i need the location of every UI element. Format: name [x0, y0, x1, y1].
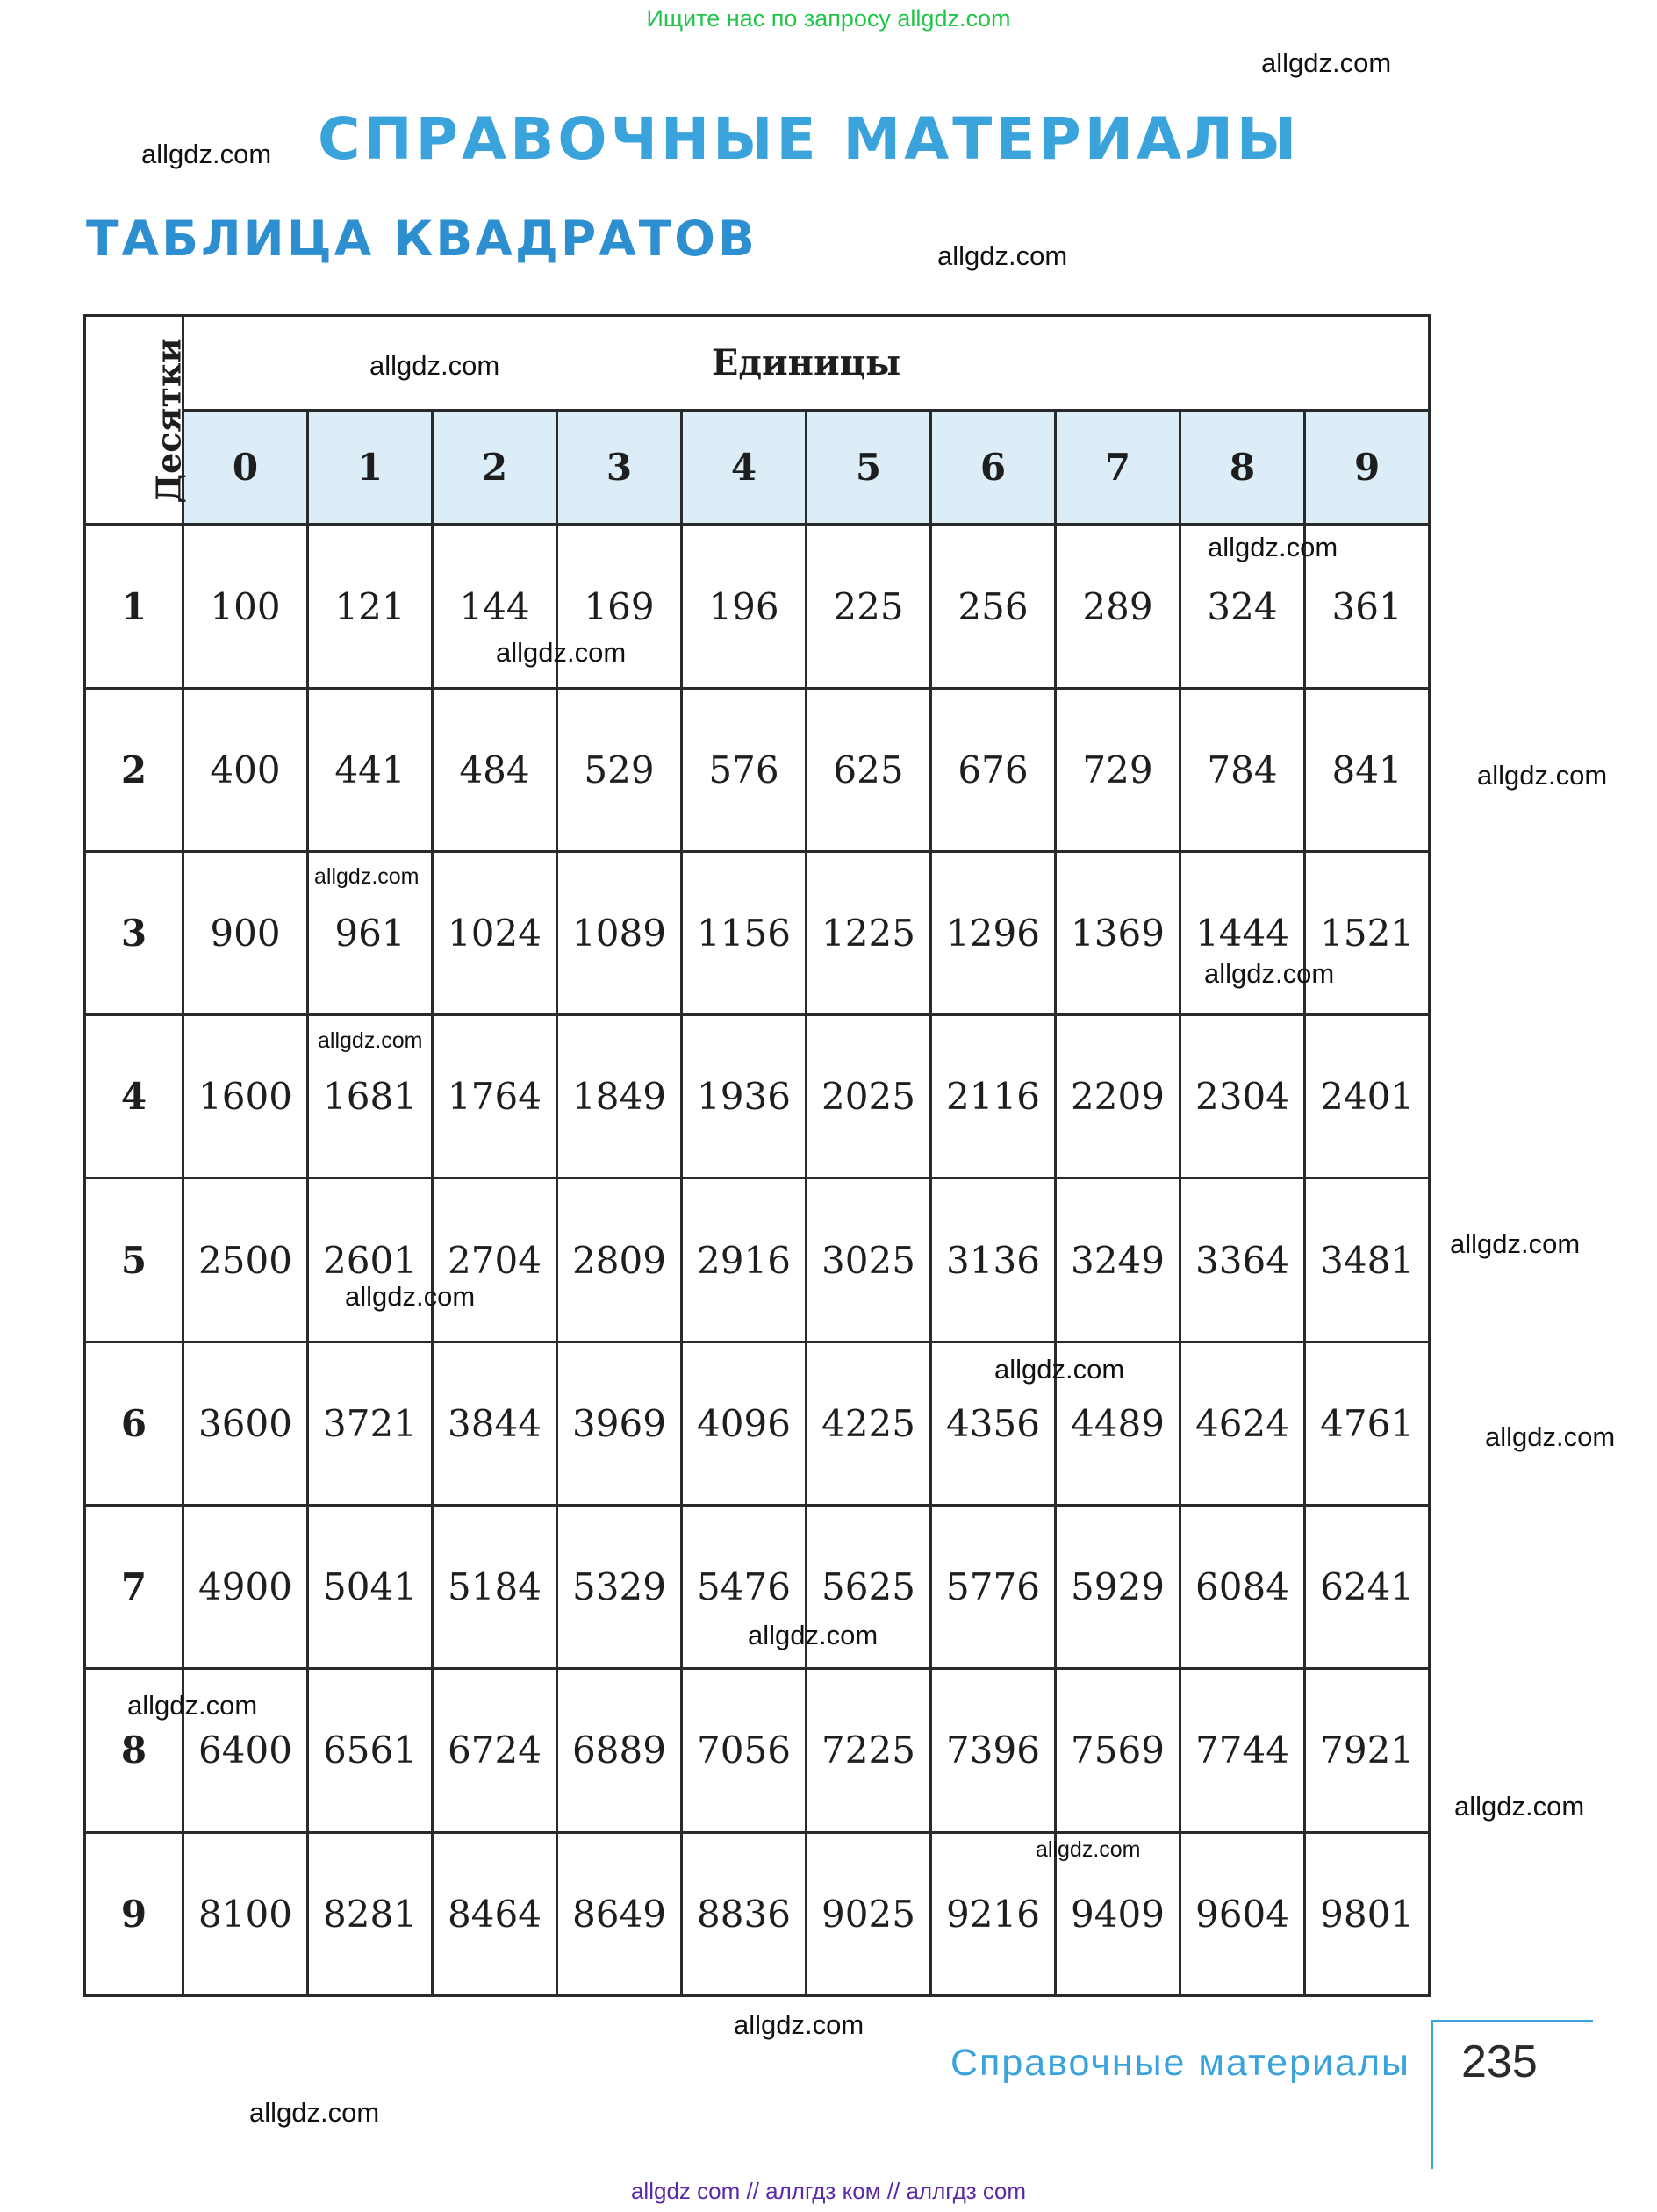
tens-digit-cell: 3 — [85, 851, 183, 1014]
square-value-cell: 7225 — [807, 1669, 931, 1832]
square-value-cell: 100 — [183, 525, 308, 688]
unit-digit-header: 7 — [1056, 411, 1180, 525]
units-header: Единицы — [183, 316, 1430, 411]
square-value-cell: 3969 — [557, 1342, 682, 1505]
square-value-cell: 2809 — [557, 1178, 682, 1342]
watermark: allgdz.com — [1036, 1837, 1141, 1862]
square-value-cell: 7744 — [1180, 1669, 1305, 1832]
square-value-cell: 2401 — [1305, 1015, 1430, 1178]
square-value-cell: 1681 — [308, 1015, 433, 1178]
unit-digit-header: 4 — [682, 411, 807, 525]
top-banner[interactable]: Ищите нас по запросу allgdz.com — [646, 5, 1011, 32]
square-value-cell: 6084 — [1180, 1506, 1305, 1669]
square-value-cell: 3844 — [433, 1342, 557, 1505]
square-value-cell: 6889 — [557, 1669, 682, 1832]
watermark: allgdz.com — [345, 1281, 476, 1312]
tens-header — [85, 316, 189, 525]
bottom-banner[interactable]: allgdz com // аллгдз ком // аллгдз com — [630, 2178, 1027, 2204]
square-value-cell: 3721 — [308, 1342, 433, 1505]
square-value-cell: 4096 — [682, 1342, 807, 1505]
square-value-cell: 400 — [183, 688, 308, 851]
square-value-cell: 2209 — [1056, 1015, 1180, 1178]
square-value-cell: 4489 — [1056, 1342, 1180, 1505]
square-value-cell: 1296 — [931, 851, 1056, 1014]
table-row — [85, 1832, 1430, 1995]
watermark: allgdz.com — [1450, 1228, 1581, 1259]
watermark: allgdz.com — [1485, 1421, 1616, 1452]
square-value-cell: 729 — [1056, 688, 1180, 851]
square-value-cell: 4761 — [1305, 1342, 1430, 1505]
square-value-cell: 2601 — [308, 1178, 433, 1342]
square-value-cell: 4900 — [183, 1506, 308, 1669]
square-value-cell: 1369 — [1056, 851, 1180, 1014]
square-value-cell: 9409 — [1056, 1832, 1180, 1995]
square-value-cell: 6561 — [308, 1669, 433, 1832]
square-value-cell: 2916 — [682, 1178, 807, 1342]
square-value-cell: 1936 — [682, 1015, 807, 1178]
square-value-cell: 6241 — [1305, 1506, 1430, 1669]
square-value-cell: 1849 — [557, 1015, 682, 1178]
tens-digit-cell: 6 — [85, 1342, 183, 1505]
tens-label: Десятки — [148, 338, 189, 504]
square-value-cell: 8464 — [433, 1832, 557, 1995]
unit-digit-header: 0 — [183, 411, 308, 525]
square-value-cell: 1225 — [807, 851, 931, 1014]
unit-digit-header: 6 — [931, 411, 1056, 525]
watermark: allgdz.com — [127, 1690, 258, 1721]
watermark: allgdz.com — [994, 1354, 1125, 1385]
watermark: allgdz.com — [1204, 958, 1335, 989]
square-value-cell: 225 — [807, 525, 931, 688]
square-value-cell: 121 — [308, 525, 433, 688]
square-value-cell: 625 — [807, 688, 931, 851]
square-value-cell: 3481 — [1305, 1178, 1430, 1342]
tens-digit-cell: 5 — [85, 1178, 183, 1342]
footer-section-label: Справочные материалы — [950, 2042, 1410, 2084]
table-row — [85, 1178, 1430, 1342]
watermark: allgdz.com — [249, 2097, 380, 2128]
tens-digit-cell: 7 — [85, 1506, 183, 1669]
tens-digit-cell: 8 — [85, 1669, 183, 1832]
square-value-cell: 4624 — [1180, 1342, 1305, 1505]
square-value-cell: 529 — [557, 688, 682, 851]
square-value-cell: 2025 — [807, 1015, 931, 1178]
watermark: allgdz.com — [1208, 532, 1338, 562]
watermark: allgdz.com — [937, 240, 1068, 271]
square-value-cell: 196 — [682, 525, 807, 688]
square-value-cell: 324 — [1180, 525, 1305, 688]
main-title: СПРАВОЧНЫЕ МАТЕРИАЛЫ — [318, 105, 1301, 173]
watermark: allgdz.com — [734, 2009, 864, 2040]
square-value-cell: 5184 — [433, 1506, 557, 1669]
unit-digit-header: 8 — [1180, 411, 1305, 525]
square-value-cell: 7056 — [682, 1669, 807, 1832]
table-row — [85, 688, 1430, 851]
square-value-cell: 5625 — [807, 1506, 931, 1669]
square-value-cell: 7921 — [1305, 1669, 1430, 1832]
square-value-cell: 784 — [1180, 688, 1305, 851]
square-value-cell: 2500 — [183, 1178, 308, 1342]
square-value-cell: 1444 — [1180, 851, 1305, 1014]
watermark: allgdz.com — [1477, 760, 1608, 791]
square-value-cell: 1521 — [1305, 851, 1430, 1014]
square-value-cell: 3364 — [1180, 1178, 1305, 1342]
square-value-cell: 1156 — [682, 851, 807, 1014]
square-value-cell: 3249 — [1056, 1178, 1180, 1342]
square-value-cell: 5929 — [1056, 1506, 1180, 1669]
footer-frame-line — [1431, 2020, 1593, 2022]
table-row — [85, 1669, 1430, 1832]
square-value-cell: 4356 — [931, 1342, 1056, 1505]
square-value-cell: 5329 — [557, 1506, 682, 1669]
watermark: allgdz.com — [1261, 47, 1392, 78]
square-value-cell: 576 — [682, 688, 807, 851]
watermark: allgdz.com — [748, 1620, 879, 1650]
square-value-cell: 3136 — [931, 1178, 1056, 1342]
square-value-cell: 2704 — [433, 1178, 557, 1342]
unit-digit-header: 5 — [807, 411, 931, 525]
page-number: 235 — [1461, 2037, 1538, 2087]
tens-digit-cell: 2 — [85, 688, 183, 851]
unit-digit-header: 3 — [557, 411, 682, 525]
square-value-cell: 1764 — [433, 1015, 557, 1178]
square-value-cell: 4225 — [807, 1342, 931, 1505]
unit-digit-header: 1 — [308, 411, 433, 525]
watermark: allgdz.com — [141, 139, 272, 169]
square-value-cell: 676 — [931, 688, 1056, 851]
square-value-cell: 8649 — [557, 1832, 682, 1995]
square-value-cell: 289 — [1056, 525, 1180, 688]
square-value-cell: 9216 — [931, 1832, 1056, 1995]
square-value-cell: 6400 — [183, 1669, 308, 1832]
square-value-cell: 1089 — [557, 851, 682, 1014]
watermark: allgdz.com — [318, 1028, 423, 1053]
squares-table-container — [83, 314, 1428, 1997]
table-row — [85, 851, 1430, 1014]
square-value-cell: 9801 — [1305, 1832, 1430, 1995]
square-value-cell: 256 — [931, 525, 1056, 688]
tens-digit-cell: 4 — [85, 1015, 183, 1178]
square-value-cell: 1024 — [433, 851, 557, 1014]
square-value-cell: 841 — [1305, 688, 1430, 851]
square-value-cell: 169 — [557, 525, 682, 688]
square-value-cell: 5776 — [931, 1506, 1056, 1669]
footer-frame-line — [1431, 2020, 1433, 2169]
square-value-cell: 3600 — [183, 1342, 308, 1505]
tens-digit-cell: 1 — [85, 525, 183, 688]
square-value-cell: 8836 — [682, 1832, 807, 1995]
square-value-cell: 961 — [308, 851, 433, 1014]
table-row — [85, 1015, 1430, 1178]
tens-digit-cell: 9 — [85, 1832, 183, 1995]
table-title: ТАБЛИЦА КВАДРАТОВ — [86, 211, 757, 267]
watermark: allgdz.com — [369, 350, 500, 381]
square-value-cell: 1600 — [183, 1015, 308, 1178]
square-value-cell: 5476 — [682, 1506, 807, 1669]
unit-digit-header: 2 — [433, 411, 557, 525]
squares-table — [83, 314, 1431, 1997]
square-value-cell: 2304 — [1180, 1015, 1305, 1178]
square-value-cell: 5041 — [308, 1506, 433, 1669]
square-value-cell: 8281 — [308, 1832, 433, 1995]
square-value-cell: 6724 — [433, 1669, 557, 1832]
square-value-cell: 2116 — [931, 1015, 1056, 1178]
square-value-cell: 8100 — [183, 1832, 308, 1995]
square-value-cell: 7569 — [1056, 1669, 1180, 1832]
square-value-cell: 361 — [1305, 525, 1430, 688]
square-value-cell: 7396 — [931, 1669, 1056, 1832]
watermark: allgdz.com — [1454, 1791, 1585, 1822]
square-value-cell: 441 — [308, 688, 433, 851]
unit-digit-header: 9 — [1305, 411, 1430, 525]
table-row — [85, 1342, 1430, 1505]
square-value-cell: 9604 — [1180, 1832, 1305, 1995]
watermark: allgdz.com — [496, 637, 627, 668]
square-value-cell: 484 — [433, 688, 557, 851]
square-value-cell: 3025 — [807, 1178, 931, 1342]
square-value-cell: 900 — [183, 851, 308, 1014]
square-value-cell: 9025 — [807, 1832, 931, 1995]
watermark: allgdz.com — [314, 864, 420, 889]
square-value-cell: 144 — [433, 525, 557, 688]
